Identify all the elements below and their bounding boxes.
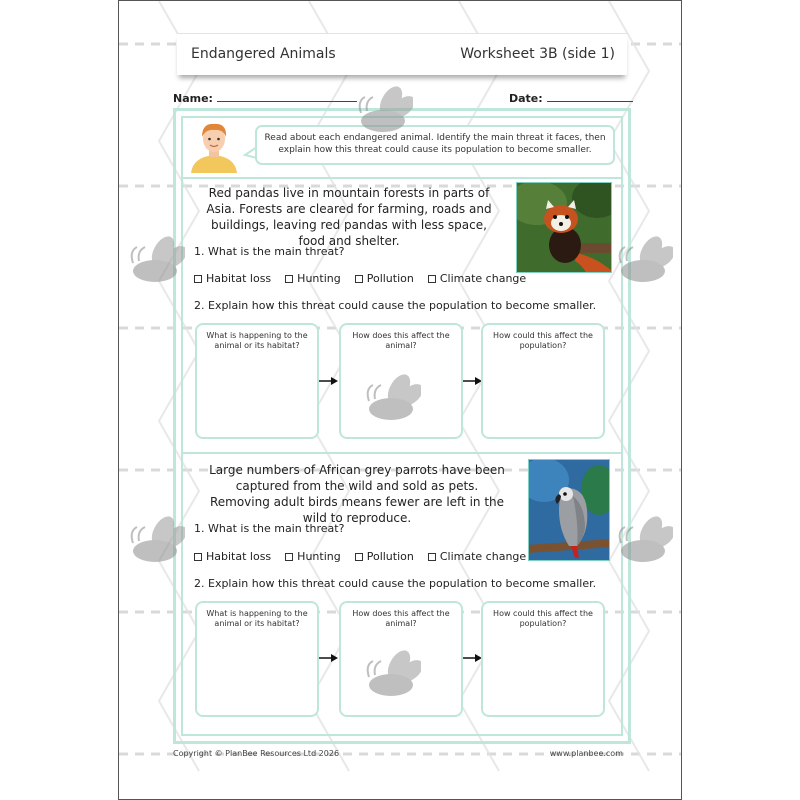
passage-red-panda: Red pandas live in mountain forests in parts of Asia. Forests are cleared for farming, roads and buildings, leaving red pandas with less space, food and shelter. [206,186,492,248]
option-pollution[interactable]: Pollution [355,550,414,563]
checkbox[interactable] [355,553,363,561]
watermark-bee-icon [613,515,673,565]
worksheet-title: Endangered Animals [191,46,336,62]
section-divider [183,177,621,179]
date-label: Date: [509,92,543,105]
checkbox[interactable] [285,275,293,283]
name-field[interactable] [173,92,357,105]
question-1-parrot: 1. What is the main threat? [194,522,345,535]
option-climate-change[interactable]: Climate change [428,272,526,285]
checkbox[interactable] [194,275,202,283]
instructions-text: Read about each endangered animal. Identify the main threat it faces, then explain how this threat could cause its population to become smaller. [264,133,606,155]
name-line[interactable] [217,93,357,102]
option-climate-change[interactable]: Climate change [428,550,526,563]
watermark-bee-icon [125,515,185,565]
watermark-bee-icon [613,235,673,285]
name-label: Name: [173,92,213,105]
flow-box-animal[interactable]: How does this affect the animal? [339,323,463,439]
date-field[interactable] [509,92,633,105]
arrow-right-icon [319,376,339,386]
checkbox[interactable] [428,275,436,283]
copyright-text: Copyright © PlanBee Resources Ltd 2026 [173,749,340,758]
checkbox[interactable] [428,553,436,561]
flow-box-population[interactable]: How could this affect the population? [481,323,605,439]
date-line[interactable] [547,93,633,102]
option-hunting[interactable]: Hunting [285,272,341,285]
worksheet-page [118,0,682,800]
passage-african-grey-parrot: Large numbers of African grey parrots have been captured from the wild and sold as pets. Removing adult birds means fewer are left in the wild to reproduce. [209,463,505,525]
child-avatar-icon [187,117,241,173]
african-grey-parrot-image [529,460,610,561]
flow-box-animal[interactable]: How does this affect the animal? [339,601,463,717]
red-panda-image [517,183,612,273]
threat-options-red-panda [194,272,526,285]
question-2-red-panda: 2. Explain how this threat could cause the population to become smaller. [194,299,597,312]
watermark-bee-icon [125,235,185,285]
parrot-photo [528,459,610,561]
watermark-bee-icon [361,373,421,423]
option-pollution[interactable]: Pollution [355,272,414,285]
flow-box-habitat[interactable]: What is happening to the animal or its habitat? [195,323,319,439]
title-banner [177,33,627,75]
question-1-red-panda: 1. What is the main threat? [194,245,345,258]
question-2-parrot: 2. Explain how this threat could cause the population to become smaller. [194,577,597,590]
flow-box-population[interactable]: How could this affect the population? [481,601,605,717]
watermark-bee-icon [361,649,421,699]
website-link[interactable]: www.planbee.com [549,749,623,758]
arrow-right-icon [319,653,339,663]
watermark-bee-icon [353,85,413,135]
checkbox[interactable] [194,553,202,561]
threat-options-parrot [194,550,526,563]
flow-box-habitat[interactable]: What is happening to the animal or its habitat? [195,601,319,717]
checkbox[interactable] [285,553,293,561]
option-habitat-loss[interactable]: Habitat loss [194,272,271,285]
arrow-right-icon [463,376,483,386]
option-habitat-loss[interactable]: Habitat loss [194,550,271,563]
section-divider [183,452,621,454]
checkbox[interactable] [355,275,363,283]
instructions-bubble [255,125,615,165]
red-panda-photo [516,182,612,273]
arrow-right-icon [463,653,483,663]
worksheet-number: Worksheet 3B (side 1) [460,46,615,62]
option-hunting[interactable]: Hunting [285,550,341,563]
